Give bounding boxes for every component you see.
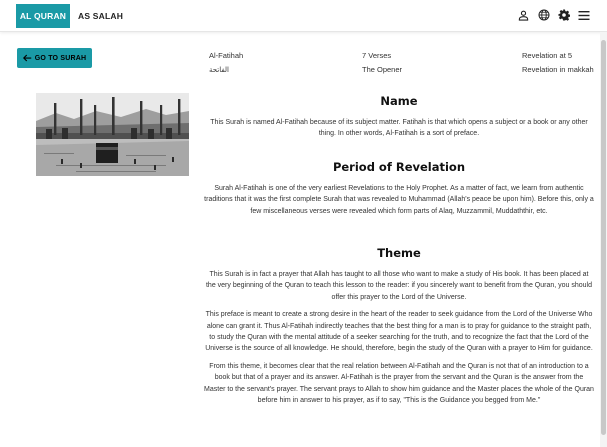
section-period-paragraph: Surah Al-Fatihah is one of the very earliest Revelations to the Holy Prophet. As a matter of fact, we learn from authentic traditions that it was the first complete Surah that was revealed to Muhammad (Allah's peace be upon him). Before this, only a few miscellaneous verses were revealed which form parts of Alaq, Muzzammil, Muddaththir, etc.: [204, 185, 594, 215]
tab-al-quran[interactable]: AL QURAN: [16, 4, 70, 28]
arrow-left-icon: [23, 54, 32, 62]
user-icon[interactable]: [516, 8, 530, 22]
gear-icon[interactable]: [557, 8, 571, 22]
section-name-heading: Name: [380, 94, 418, 108]
surah-name-english: Al-Fatihah: [209, 51, 244, 60]
surah-meaning: The Opener: [362, 65, 403, 74]
tab-as-salah[interactable]: AS SALAH: [78, 11, 124, 21]
section-name-paragraph: This Surah is named Al-Fatihah because of its subject matter. Fatihah is that which opens a subject or a book or any other thing. In other words, Al-Fatihah is a sort of preface.: [210, 119, 588, 138]
section-theme-paragraph: This Surah is in fact a prayer that Allah has taught to all those who want to make a study of His book. It has been placed at the very beginning of the Quran to teach this lesson to the reader: if you sincerely want to benefit from the Quran, you should offer this prayer to the Lord of the Universe.: [205, 271, 592, 301]
page-scrollbar-thumb[interactable]: [601, 40, 606, 435]
menu-icon[interactable]: [577, 8, 591, 22]
revelation-place: Revelation in makkah: [522, 65, 594, 74]
section-theme-paragraph: From this theme, it becomes clear that the real relation between Al-Fatihah and the Quran is not that of an introduction to a book but that of a prayer and its answer. Al-Fatihah is the prayer from the servant and the Quran is the answer from the Master to the servant's prayer. The servant prays to Allah to show him guidance and the Master places the whole of the Quran before him in answer to his prayer, as if to say, "This is the Guidance you begged from Me.": [204, 363, 594, 404]
go-to-surah-button[interactable]: [17, 48, 92, 68]
section-theme-paragraph: This preface is meant to create a strong desire in the heart of the reader to seek guidance from the Lord of the Universe Who alone can grant it. Thus Al-Fatihah indirectly teaches that the best thing for a man is to pray for guidance to the straight path, to study the Quran with the mental attitude of a seeker searching for the truth, and to recognize the fact that the Lord of the Universe is the source of all knowledge. He should, therefore, begin the study of the Quran with a prayer to Him for guidance.: [205, 311, 593, 353]
surah-revelation-info: [522, 49, 594, 77]
section-theme-heading: Theme: [377, 246, 421, 260]
top-navigation-bar: [0, 0, 607, 32]
section-period-heading: Period of Revelation: [332, 160, 466, 174]
masjid-al-haram-illustration: [36, 93, 189, 176]
section-theme: [204, 246, 594, 413]
section-period-of-revelation: [204, 160, 594, 223]
globe-icon[interactable]: [537, 8, 551, 22]
go-to-surah-label: GO TO SURAH: [34, 54, 87, 62]
section-name: [204, 94, 594, 146]
revelation-order: Revelation at 5: [522, 51, 573, 60]
surah-name-arabic: الفاتحة: [209, 66, 229, 74]
surah-verses-info: [362, 49, 402, 77]
verse-count: 7 Verses: [362, 51, 392, 60]
surah-name-info: [209, 49, 243, 77]
